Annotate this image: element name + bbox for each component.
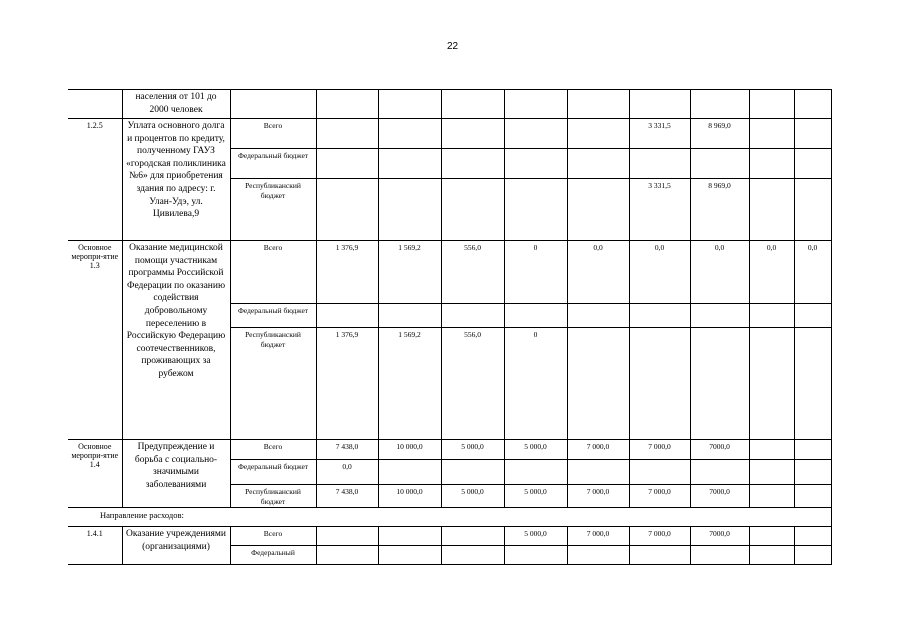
source-cell: Федеральный бюджет <box>230 149 316 179</box>
value-cell <box>690 90 749 119</box>
value-cell <box>441 90 504 119</box>
source-cell: Всего <box>230 119 316 149</box>
title-cell: Оказание медицинской помощи участникам программы Российской Федерации по оказанию содействия добровольному переселению в Российскую Федерацию соотечественников, проживающих за рубежом <box>122 241 230 440</box>
table-row <box>68 241 831 304</box>
title-cell <box>122 90 230 119</box>
value-cell <box>316 90 378 119</box>
value-cell: 5 000,0 <box>441 485 504 508</box>
source-cell: Федеральный бюджет <box>230 460 316 485</box>
value-cell: 7 000,0 <box>567 485 629 508</box>
source-cell: Республиканский бюджет <box>230 328 316 440</box>
value-cell: 7 438,0 <box>316 485 378 508</box>
value-cell <box>794 90 831 119</box>
code-cell <box>68 90 122 119</box>
value-cell: 3 331,5 <box>629 119 690 149</box>
value-cell: 7 438,0 <box>316 440 378 460</box>
value-cell: 556,0 <box>441 241 504 304</box>
title-line: 2000 человек <box>149 104 203 115</box>
table-row <box>68 527 831 546</box>
code-cell: 1.4.1 <box>68 527 122 565</box>
value-cell: 7 000,0 <box>629 485 690 508</box>
budget-table <box>68 89 832 565</box>
value-cell: 7 000,0 <box>567 440 629 460</box>
code-cell: 1.2.5 <box>68 119 122 241</box>
value-cell: 10 000,0 <box>378 485 441 508</box>
value-cell: 0 <box>504 241 567 304</box>
value-cell: 10 000,0 <box>378 440 441 460</box>
table-row <box>68 508 831 527</box>
value-cell: 0,0 <box>567 241 629 304</box>
value-cell <box>504 90 567 119</box>
source-cell <box>230 90 316 119</box>
source-cell: Республиканский бюджет <box>230 485 316 508</box>
value-cell: 7 000,0 <box>567 527 629 546</box>
table-row <box>68 440 831 460</box>
code-cell: Основное меропри-ятие 1.3 <box>68 241 122 440</box>
title-cell: Уплата основного долга и процентов по кредиту, полученному ГАУЗ «городская поликлиника №6» для приобретения здания по адресу: г. Улан-Удэ, ул. Цивилева,9 <box>122 119 230 241</box>
value-cell: 0,0 <box>794 241 831 304</box>
value-cell: 8 969,0 <box>690 119 749 149</box>
value-cell: 1 569,2 <box>378 328 441 440</box>
value-cell: 0,0 <box>316 460 378 485</box>
direction-label: Направление расходов: <box>68 508 831 527</box>
value-cell: 5 000,0 <box>504 440 567 460</box>
title-cell: Оказание учреждениями (организациями) <box>122 527 230 565</box>
value-cell: 1 569,2 <box>378 241 441 304</box>
value-cell: 8 969,0 <box>690 179 749 241</box>
value-cell <box>749 90 794 119</box>
value-cell <box>378 90 441 119</box>
source-cell: Всего <box>230 440 316 460</box>
value-cell: 7000,0 <box>690 440 749 460</box>
table-row <box>68 90 831 119</box>
source-cell: Федеральный <box>230 546 316 565</box>
value-cell: 0,0 <box>749 241 794 304</box>
value-cell: 0,0 <box>629 241 690 304</box>
code-cell: Основное меропри-ятие 1.4 <box>68 440 122 508</box>
source-cell: Всего <box>230 241 316 304</box>
value-cell: 5 000,0 <box>504 485 567 508</box>
value-cell: 7000,0 <box>690 527 749 546</box>
value-cell: 5 000,0 <box>504 527 567 546</box>
title-cell: Предупреждение и борьба с социально-значимыми заболеваниями <box>122 440 230 508</box>
value-cell: 0,0 <box>690 241 749 304</box>
value-cell: 1 376,9 <box>316 328 378 440</box>
title-line: населения от 101 до <box>135 92 217 102</box>
table-row <box>68 119 831 149</box>
page-number: 22 <box>446 41 459 52</box>
value-cell: 7 000,0 <box>629 527 690 546</box>
source-cell: Федеральный бюджет <box>230 304 316 328</box>
value-cell: 0 <box>504 328 567 440</box>
value-cell <box>567 90 629 119</box>
value-cell: 1 376,9 <box>316 241 378 304</box>
value-cell <box>629 90 690 119</box>
source-cell: Республиканский бюджет <box>230 179 316 241</box>
value-cell: 3 331,5 <box>629 179 690 241</box>
source-cell: Всего <box>230 527 316 546</box>
value-cell: 5 000,0 <box>441 440 504 460</box>
value-cell: 7000,0 <box>690 485 749 508</box>
value-cell: 556,0 <box>441 328 504 440</box>
value-cell: 7 000,0 <box>629 440 690 460</box>
